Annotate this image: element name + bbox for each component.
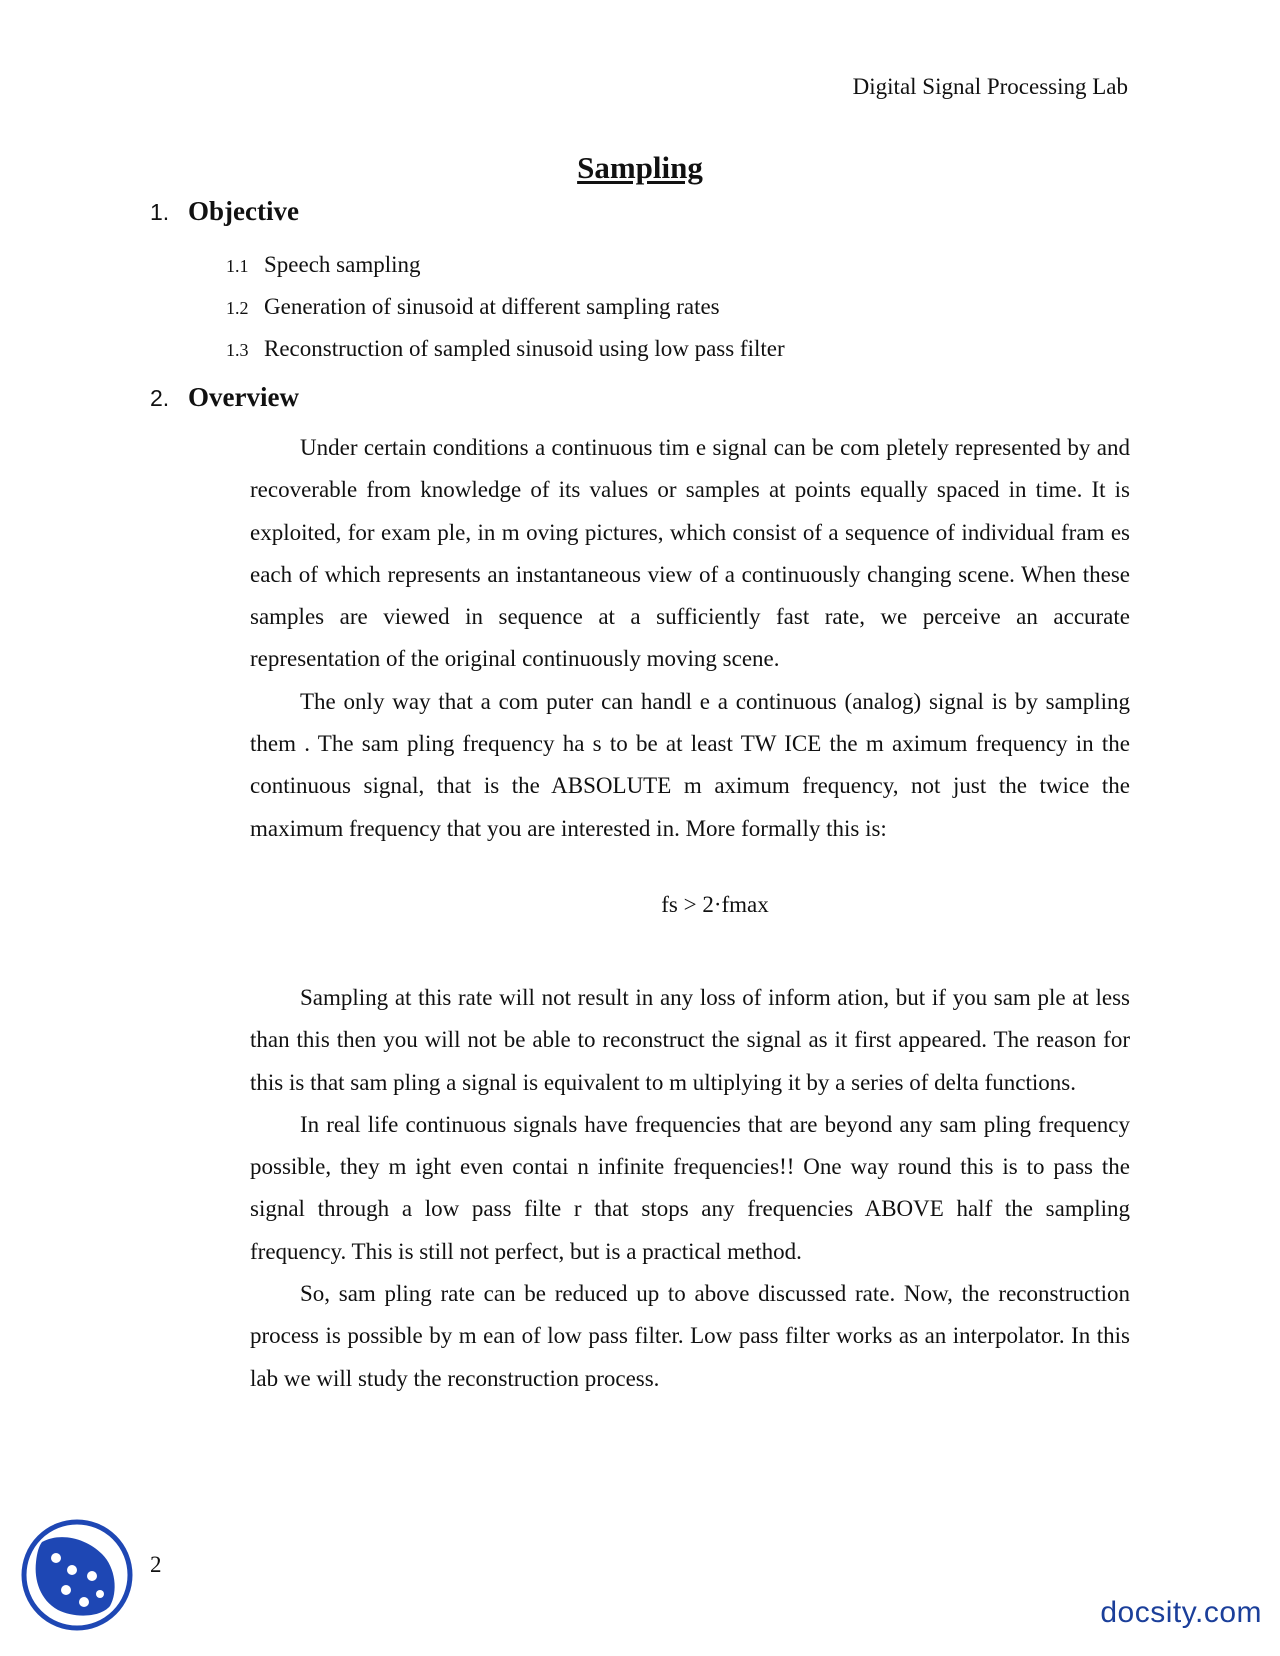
paragraph: Under certain conditions a continuous tim e signal can be com pletely represented by and recoverable from knowledge of its values or samples at points equally spaced in time. It is exploited, for exam ple, in m oving pictures, which consist of a sequence of individual fram es each of which represents an instantaneous view of a continuously changing scene. When these samples are viewed in sequence at a sufficiently fast rate, we perceive an accurate representation of the original continuously moving scene.	[250, 435, 1130, 672]
overview-body-top	[250, 427, 1130, 850]
page-title: Sampling	[577, 150, 703, 185]
section-number: 1.	[150, 199, 170, 225]
docsity-logo-icon	[20, 1518, 134, 1632]
list-item-number: 1.1	[226, 256, 249, 276]
paragraph: Sampling at this rate will not result in any loss of inform ation, but if you sam ple at less than this then you will not be able to reconstruct the signal as it first appeared. The reason for this is that sam pling a signal is equivalent to m ultiplying it by a series of delta functions.	[250, 985, 1130, 1095]
list-item-text: Generation of sinusoid at different sampling rates	[264, 294, 720, 319]
list-item-number: 1.2	[226, 298, 249, 318]
list-item-text: Speech sampling	[264, 252, 421, 277]
page-number: 2	[150, 1552, 162, 1577]
list-item	[226, 252, 785, 294]
list-item-text: Reconstruction of sampled sinusoid using low pass filter	[264, 336, 785, 361]
paragraph: So, sam pling rate can be reduced up to above discussed rate. Now, the reconstruction process is possible by m ean of low pass filter. Low pass filter works as an interpolator. In this lab we will study the reconstruction process.	[250, 1281, 1130, 1391]
docsity-brand-link[interactable]: docsity.com	[1100, 1596, 1262, 1629]
paragraph: The only way that a com puter can handl e a continuous (analog) signal is by sampling them . The sam pling frequency ha s to be at least TW ICE the m aximum frequency in the continuous signal, that is the ABSOLUTE m aximum frequency, not just the twice the maximum frequency that you are interested in. More formally this is:	[250, 688, 1130, 841]
sampling-formula: fs > 2·fmax	[661, 892, 769, 917]
section-title: Overview	[188, 382, 299, 412]
list-item	[226, 294, 785, 336]
section-number: 2.	[150, 385, 170, 411]
overview-body-bottom	[250, 977, 1130, 1400]
section-heading-overview	[150, 382, 299, 413]
list-item-number: 1.3	[226, 340, 249, 360]
paragraph: In real life continuous signals have frequencies that are beyond any sam pling frequency possible, they m ight even contai n infinite frequencies!! One way round this is to pass the signal through a low pass filte r that stops any frequencies ABOVE half the sampling frequency. This is still not perfect, but is a practical method.	[250, 1111, 1130, 1264]
objective-list	[226, 252, 785, 378]
list-item	[226, 336, 785, 378]
running-header: Digital Signal Processing Lab	[852, 74, 1128, 99]
section-title: Objective	[188, 196, 299, 226]
section-heading-objective	[150, 196, 299, 227]
